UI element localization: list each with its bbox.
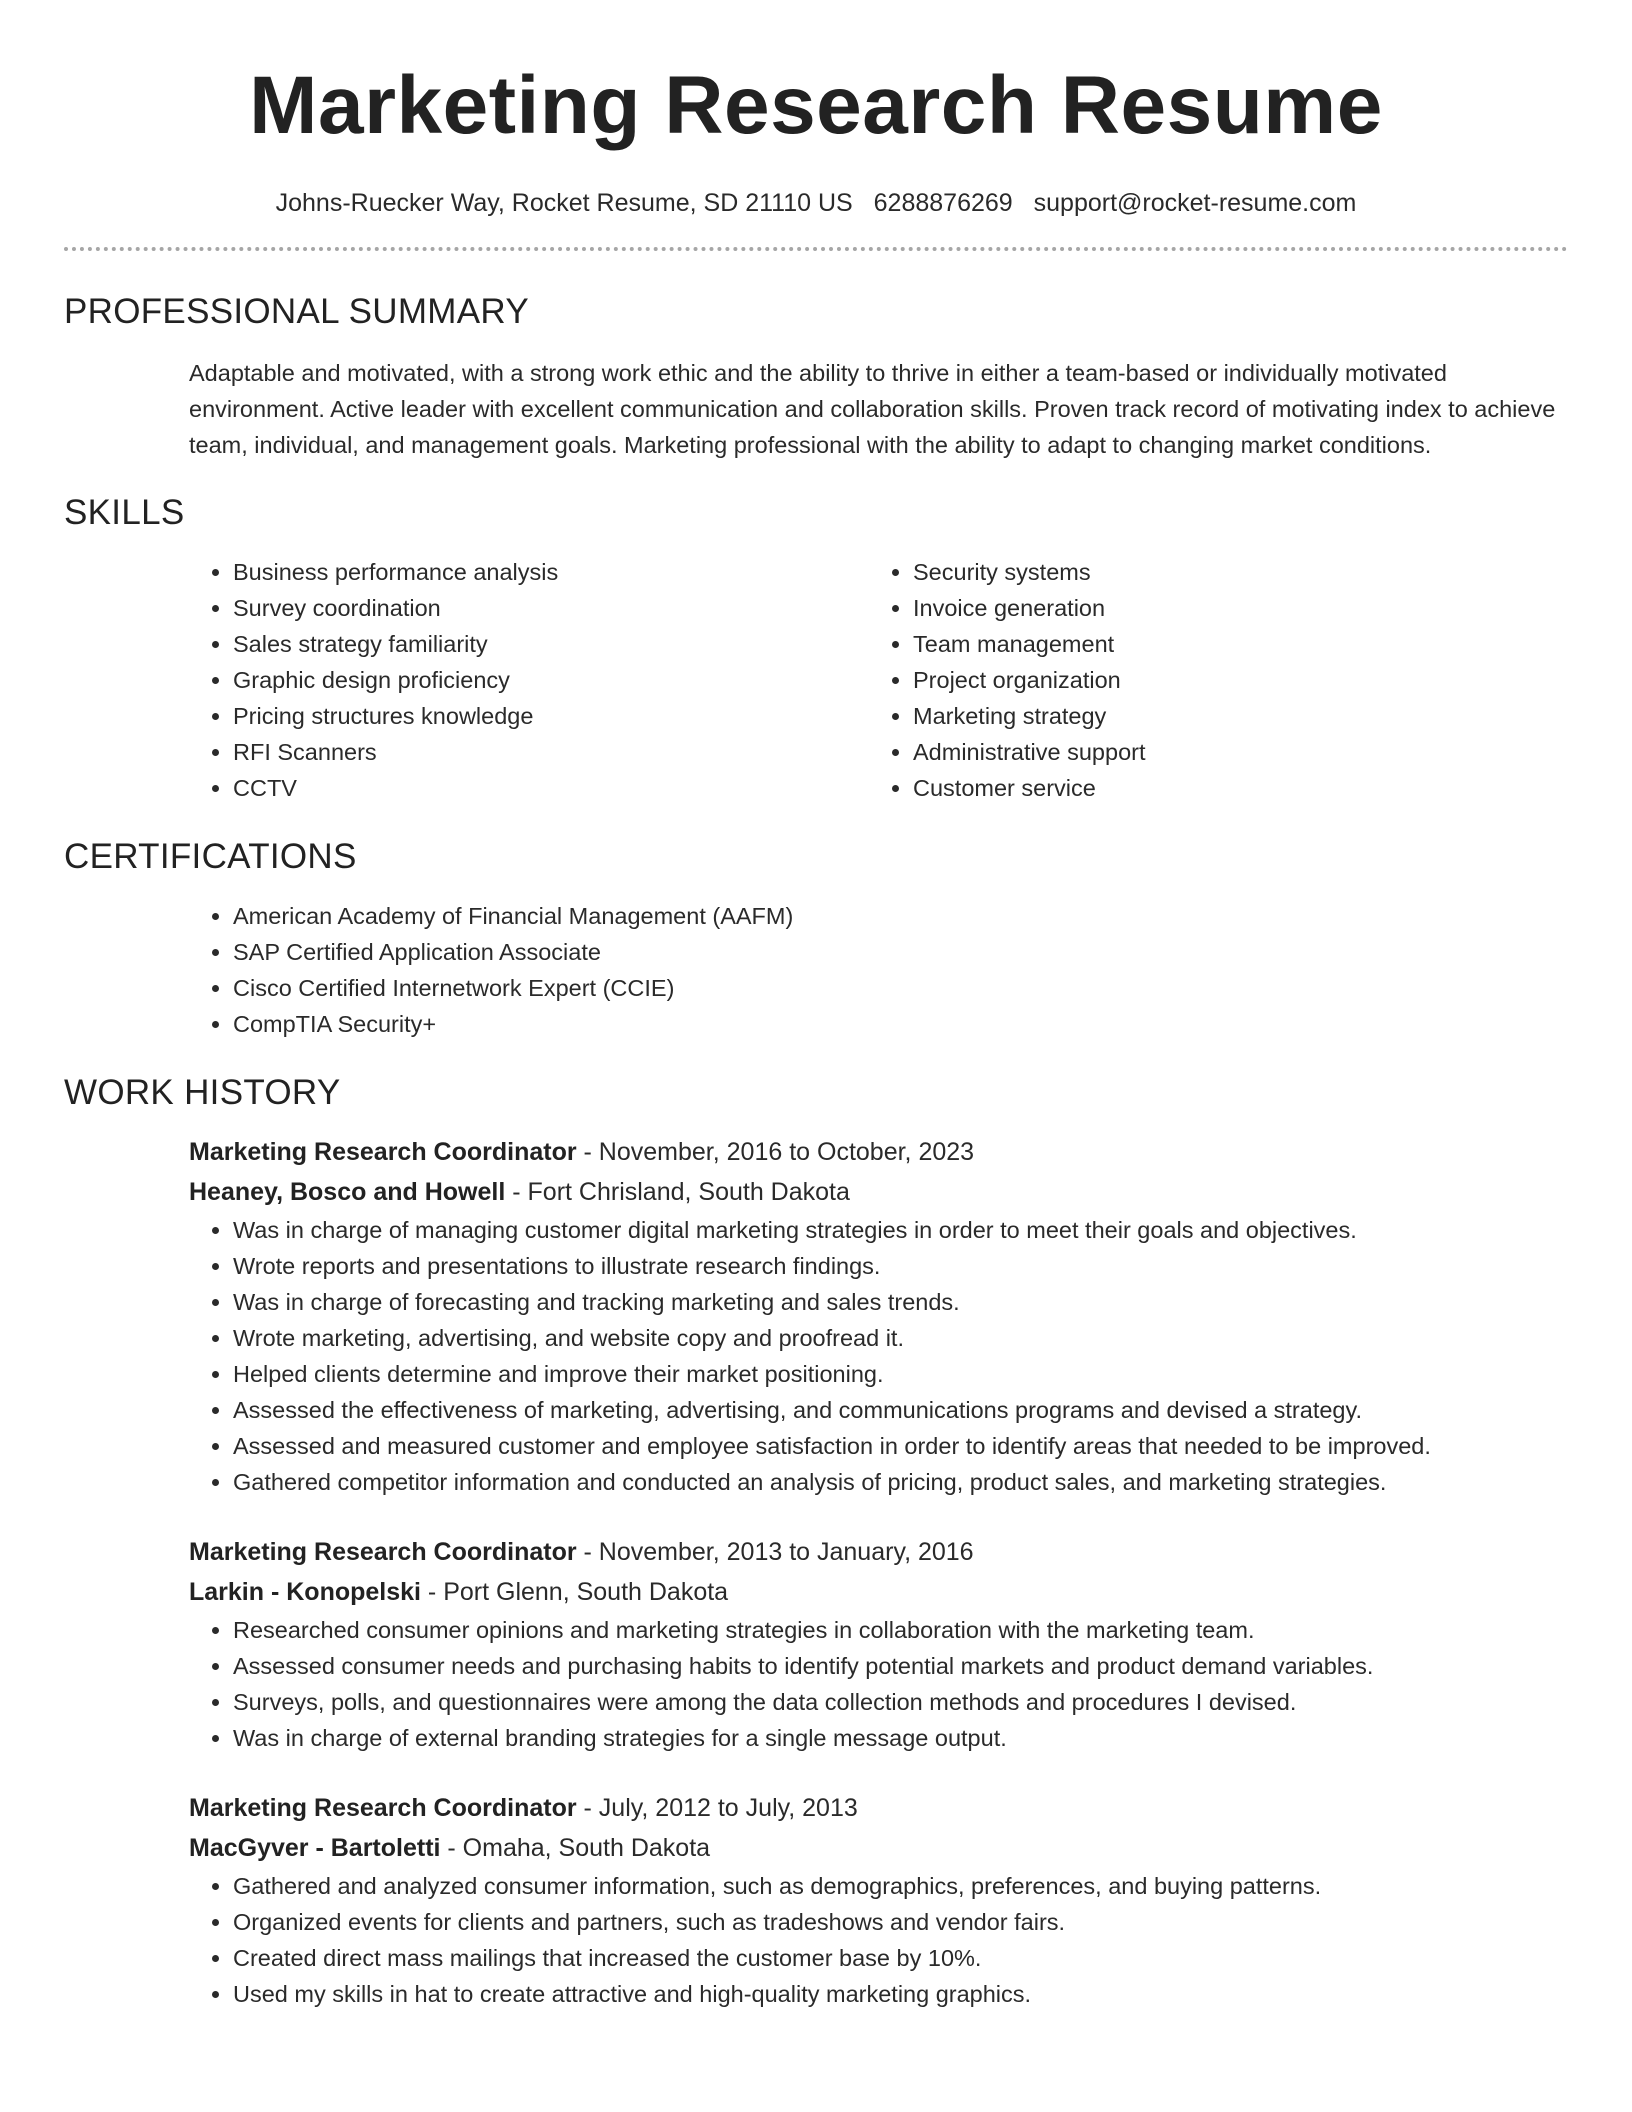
job-entry [189,1788,1568,2012]
skill-item: • CCTV [233,770,869,806]
summary-heading: PROFESSIONAL SUMMARY [64,292,529,331]
job-bullet: • Surveys, polls, and questionnaires were among the data collection methods and procedures I devised. [233,1684,1568,1720]
skill-item: • Pricing structures knowledge [233,698,869,734]
contact-phone: 6288876269 [873,189,1013,217]
certifications-heading: CERTIFICATIONS [64,837,357,876]
job-dates: - November, 2013 to January, 2016 [576,1538,974,1566]
job-bullet: • Created direct mass mailings that increased the customer base by 10%. [233,1940,1568,1976]
skills-section [64,492,1568,806]
jobs-container [64,1132,1568,2012]
job-company: Heaney, Bosco and Howell [189,1178,506,1206]
contact-address: Johns-Ruecker Way, Rocket Resume, SD 21110 US [275,189,853,217]
job-bullet-list [189,1868,1568,2012]
job-location: - Omaha, South Dakota [440,1834,711,1862]
job-location: - Fort Chrisland, South Dakota [505,1178,850,1206]
job-bullet: • Was in charge of managing customer digital marketing strategies in order to meet their goals and objectives. [233,1212,1568,1248]
job-bullet: • Assessed consumer needs and purchasing habits to identify potential markets and product demand variables. [233,1648,1568,1684]
certifications-section [64,836,1568,1042]
certification-item: • CompTIA Security+ [233,1006,1568,1042]
job-title: Marketing Research Coordinator [189,1138,577,1166]
job-dates: - July, 2012 to July, 2013 [576,1794,858,1822]
skills-list-right [869,554,1549,806]
job-entry [189,1532,1568,1756]
skill-item: • Business performance analysis [233,554,869,590]
job-company-line [189,1828,1568,1868]
job-bullet: • Used my skills in hat to create attractive and high-quality marketing graphics. [233,1976,1568,2012]
certification-item: • American Academy of Financial Management (AAFM) [233,898,1568,934]
skill-item: • Administrative support [913,734,1549,770]
job-title: Marketing Research Coordinator [189,1538,577,1566]
job-bullet: • Organized events for clients and partners, such as tradeshows and vendor fairs. [233,1904,1568,1940]
job-dates: - November, 2016 to October, 2023 [576,1138,975,1166]
work-history-heading: WORK HISTORY [64,1073,341,1112]
job-bullet: • Researched consumer opinions and marketing strategies in collaboration with the marketing team. [233,1612,1568,1648]
skill-item: • Graphic design proficiency [233,662,869,698]
job-bullet: • Gathered and analyzed consumer information, such as demographics, preferences, and buying patterns. [233,1868,1568,1904]
skills-columns [189,554,1568,806]
job-entry [189,1132,1568,1500]
job-bullet: • Wrote reports and presentations to illustrate research findings. [233,1248,1568,1284]
job-company: MacGyver - Bartoletti [189,1834,441,1862]
job-title: Marketing Research Coordinator [189,1794,577,1822]
certification-item: • Cisco Certified Internetwork Expert (CCIE) [233,970,1568,1006]
skill-item: • Project organization [913,662,1549,698]
job-bullet: • Assessed the effectiveness of marketing, advertising, and communications programs and devised a strategy. [233,1392,1568,1428]
job-company: Larkin - Konopelski [189,1578,421,1606]
skill-item: • Security systems [913,554,1549,590]
skill-item: • Survey coordination [233,590,869,626]
contact-line [64,188,1568,218]
job-bullet: • Was in charge of forecasting and tracking marketing and sales trends. [233,1284,1568,1320]
job-company-line [189,1572,1568,1612]
resume-title: Marketing Research Resume [249,60,1383,151]
work-history-section [64,1072,1568,2012]
resume-page [64,0,1568,2012]
job-bullet-list [189,1212,1568,1500]
skill-item: • Sales strategy familiarity [233,626,869,662]
job-bullet: • Was in charge of external branding strategies for a single message output. [233,1720,1568,1756]
certifications-body [189,898,1568,1042]
certification-item: • SAP Certified Application Associate [233,934,1568,970]
skills-column-right [869,554,1549,806]
skill-item: • Customer service [913,770,1549,806]
job-bullet: • Assessed and measured customer and employee satisfaction in order to identify areas that needed to be improved. [233,1428,1568,1464]
job-location: - Port Glenn, South Dakota [420,1578,729,1606]
job-company-line [189,1172,1568,1212]
skill-item: • Invoice generation [913,590,1549,626]
job-bullet-list [189,1612,1568,1756]
header-divider [64,247,1568,251]
job-bullet: • Helped clients determine and improve their market positioning. [233,1356,1568,1392]
summary-section [64,291,1568,463]
skill-item: • RFI Scanners [233,734,869,770]
skills-list-left [189,554,869,806]
skill-item: • Team management [913,626,1549,662]
job-bullet: • Gathered competitor information and conducted an analysis of pricing, product sales, and marketing strategies. [233,1464,1568,1500]
job-title-line [189,1532,1568,1572]
job-title-line [189,1132,1568,1172]
skill-item: • Marketing strategy [913,698,1549,734]
certifications-list [189,898,1568,1042]
job-title-line [189,1788,1568,1828]
skills-column-left [189,554,869,806]
skills-heading: SKILLS [64,493,185,532]
summary-text: Adaptable and motivated, with a strong work ethic and the ability to thrive in either a team-based or individually motivated environment. Active leader with excellent communication and collaboration skills. Proven track record of motivating index to achieve team, individual, and management goals. Marketing professional with the ability to adapt to changing market conditions. [189,360,1556,458]
contact-email: support@rocket-resume.com [1033,189,1357,217]
job-bullet: • Wrote marketing, advertising, and website copy and proofread it. [233,1320,1568,1356]
